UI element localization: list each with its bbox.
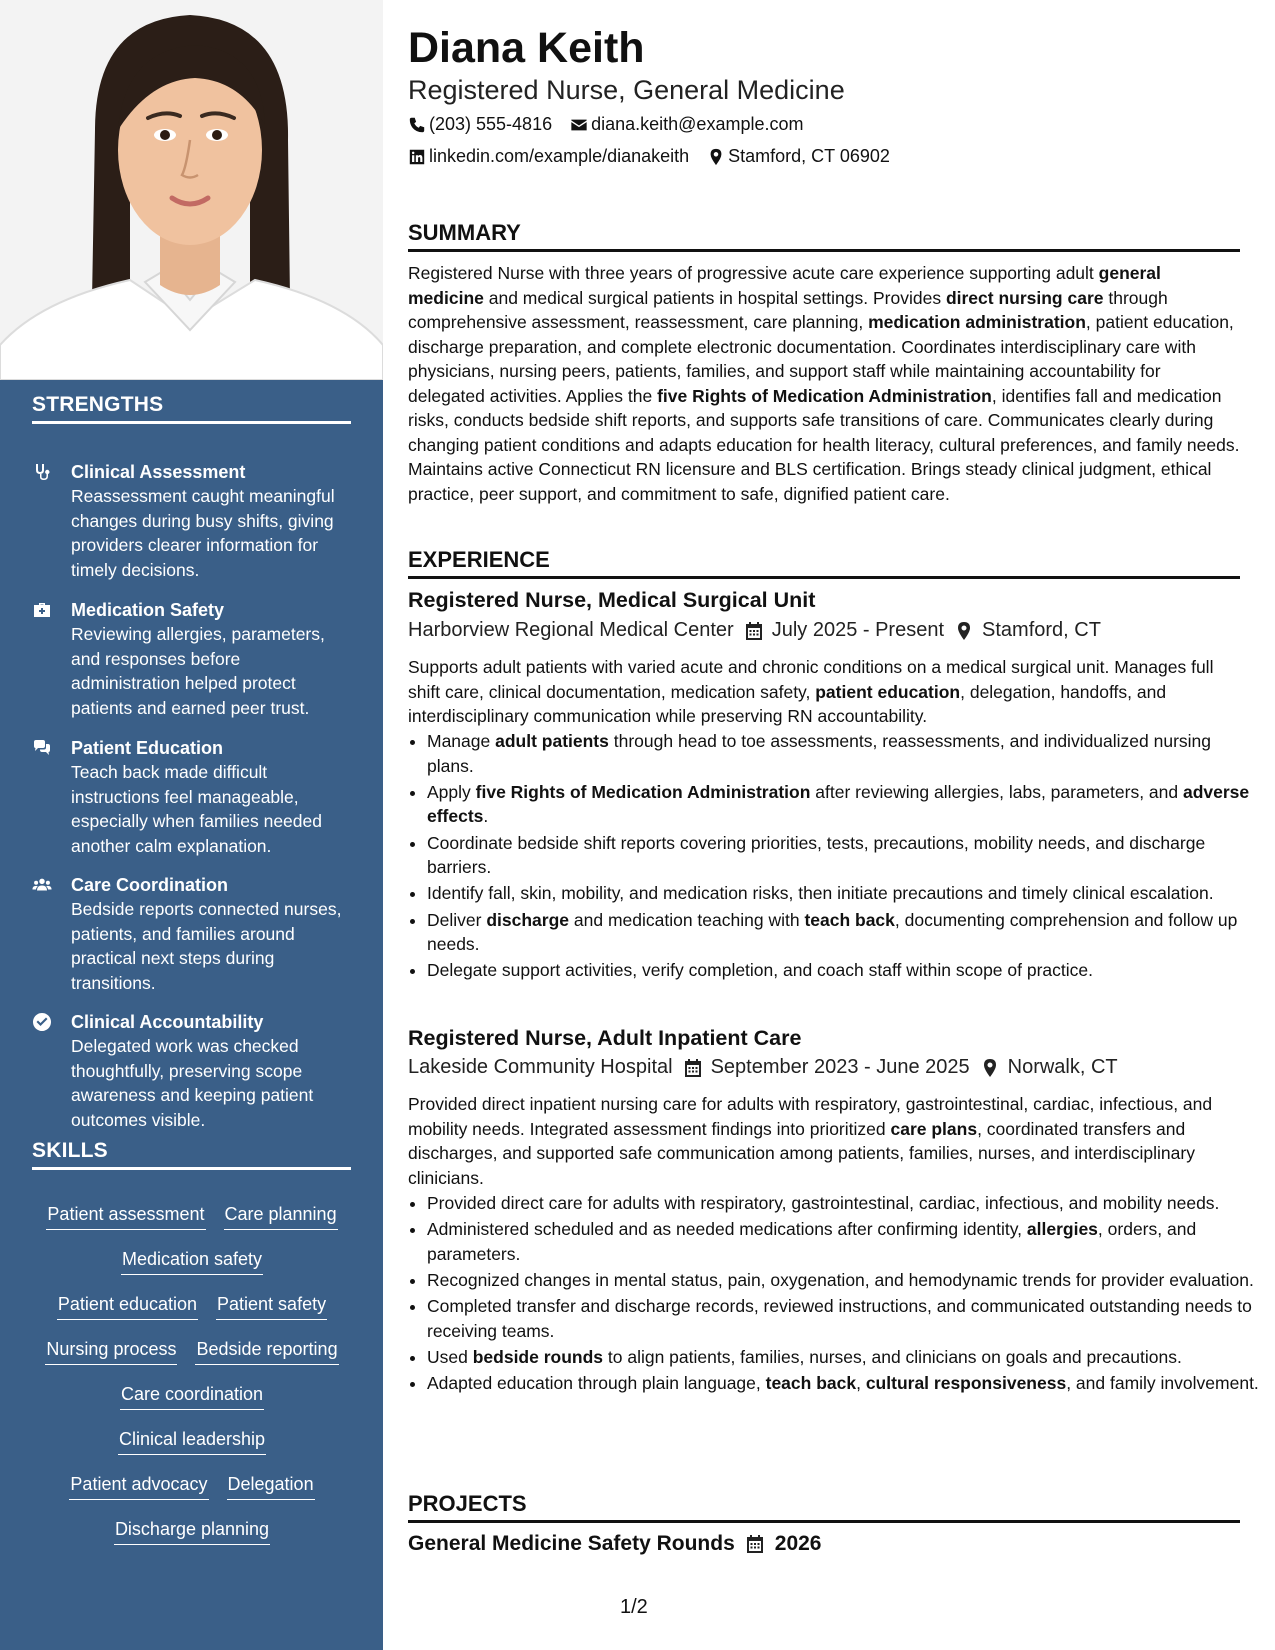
bullet-item: • Adapted education through plain language, teach back, cultural responsiveness, and family involvement. bbox=[427, 1371, 1259, 1396]
bullet-item: • Administered scheduled and as needed medications after confirming identity, allergies, orders, and parameters. bbox=[427, 1217, 1259, 1266]
bullet-item: • Completed transfer and discharge records, reviewed instructions, and communicated outstanding needs to receiving teams. bbox=[427, 1294, 1259, 1343]
skill-tag: Nursing process bbox=[45, 1338, 177, 1365]
skill-tag: Clinical leadership bbox=[118, 1428, 266, 1455]
job-meta bbox=[408, 1056, 1118, 1079]
calendar-icon bbox=[745, 1534, 765, 1554]
bullet-item: • Deliver discharge and medication teaching with teach back, documenting comprehension and follow up needs. bbox=[427, 908, 1259, 957]
bullet-item: • Delegate support activities, verify completion, and coach staff within scope of practice. bbox=[427, 958, 1259, 983]
job-title: Registered Nurse, Adult Inpatient Care bbox=[408, 1026, 802, 1050]
strength-description: Reassessment caught meaningful changes during busy shifts, giving providers clearer information for timely decisions. bbox=[71, 486, 335, 580]
skill-tag: Delegation bbox=[227, 1473, 315, 1500]
bullet-item: • Apply five Rights of Medication Administration after reviewing allergies, labs, parameters, and adverse effects. bbox=[427, 780, 1259, 829]
strength-title: Clinical Accountability bbox=[71, 1012, 264, 1032]
skill-tag: Bedside reporting bbox=[195, 1338, 338, 1365]
medical-kit-icon bbox=[32, 600, 54, 622]
job-bullets bbox=[408, 729, 1259, 985]
contact-linkedin[interactable]: linkedin.com/example/dianakeith bbox=[408, 146, 689, 167]
map-pin-icon bbox=[980, 1058, 1000, 1078]
skill-tag: Patient safety bbox=[216, 1293, 327, 1320]
page-number: 1/2 bbox=[620, 1596, 648, 1618]
job-description: Supports adult patients with varied acute and chronic conditions on a medical surgical unit. Manages full shift care, clinical documentation, medication safety, patient education, delegation, handoffs, and interdisciplinary communication while preserving RN accountability. bbox=[408, 657, 1214, 726]
projects-heading: PROJECTS bbox=[408, 1491, 1240, 1523]
strength-description: Reviewing allergies, parameters, and responses before administration helped protect patients and earned peer trust. bbox=[71, 624, 325, 718]
summary-text: Registered Nurse with three years of progressive acute care experience supporting adult general medicine and medical surgical patients in hospital settings. Provides direct nursing care through comprehensive assessment, reassessment, care planning, medication administration, patient education, discharge preparation, and complete electronic documentation. Coordinates interdisciplinary care with physicians, nursing peers, patients, families, and support staff while maintaining accountability for delegated activities. Applies the five Rights of Medication Administration, identifies fall and medication risks, conducts bedside shift reports, and supports safe transitions of care. Communicates clearly during changing patient conditions and adapts education for health literacy, cultural preferences, and family needs. Maintains active Connecticut RN licensure and BLS certification. Brings steady clinical judgment, ethical practice, peer support, and commitment to safe, dignified patient care. bbox=[408, 263, 1240, 504]
profile-photo bbox=[0, 0, 383, 380]
contact-location: Stamford, CT 06902 bbox=[707, 146, 890, 167]
job-location: Norwalk, CT bbox=[1007, 1056, 1118, 1078]
strength-description: Delegated work was checked thoughtfully, preserving scope awareness and keeping patient outcomes visible. bbox=[71, 1036, 314, 1130]
job-dates: September 2023 - June 2025 bbox=[710, 1056, 970, 1078]
strength-description: Teach back made difficult instructions feel manageable, especially when families needed another calm explanation. bbox=[71, 762, 322, 856]
phone-icon bbox=[408, 116, 426, 134]
bullet-item: • Coordinate bedside shift reports covering priorities, tests, precautions, mobility needs, and discharge barriers. bbox=[427, 831, 1259, 880]
skill-tag: Discharge planning bbox=[114, 1518, 270, 1545]
skill-tag: Care planning bbox=[224, 1203, 338, 1230]
strength-title: Clinical Assessment bbox=[71, 462, 246, 482]
strength-item bbox=[32, 1010, 352, 1132]
project-item bbox=[408, 1532, 821, 1556]
strength-title: Care Coordination bbox=[71, 875, 229, 895]
strength-title: Patient Education bbox=[71, 738, 224, 758]
calendar-icon bbox=[683, 1058, 703, 1078]
job-employer: Harborview Regional Medical Center bbox=[408, 619, 734, 641]
map-pin-icon bbox=[954, 621, 974, 641]
strength-item bbox=[32, 598, 352, 720]
job-dates: July 2025 - Present bbox=[771, 619, 945, 641]
strength-title: Medication Safety bbox=[71, 600, 225, 620]
summary-heading: SUMMARY bbox=[408, 220, 1240, 252]
strength-item bbox=[32, 736, 352, 858]
skill-tag: Medication safety bbox=[121, 1248, 263, 1275]
calendar-icon bbox=[744, 621, 764, 641]
job-meta bbox=[408, 619, 1101, 642]
skill-tag: Patient assessment bbox=[46, 1203, 205, 1230]
bullet-item: • Provided direct care for adults with respiratory, gastrointestinal, cardiac, infectious, and mobility needs. bbox=[427, 1191, 1259, 1216]
bullet-item: • Used bedside rounds to align patients, families, nurses, and clinicians on goals and precautions. bbox=[427, 1345, 1259, 1370]
job-location: Stamford, CT bbox=[982, 619, 1101, 641]
job-title: Registered Nurse, Medical Surgical Unit bbox=[408, 588, 816, 612]
skill-tag: Patient advocacy bbox=[69, 1473, 208, 1500]
bullet-item: • Recognized changes in mental status, pain, oxygenation, and hemodynamic trends for provider evaluation. bbox=[427, 1268, 1259, 1293]
contact-row bbox=[408, 114, 803, 135]
stethoscope-icon bbox=[32, 462, 54, 484]
job-description: Provided direct inpatient nursing care for adults with respiratory, gastrointestinal, cardiac, infectious, and mobility needs. Integrated assessment findings into prioritized care plans, coordinated transfers and discharges, and supported safe communication among patients, families, nurses, and interdisciplinary clinicians. bbox=[408, 1094, 1213, 1188]
candidate-role: Registered Nurse, General Medicine bbox=[408, 75, 845, 105]
contact-row bbox=[408, 146, 890, 167]
strength-item bbox=[32, 873, 352, 995]
strengths-heading: STRENGTHS bbox=[32, 393, 351, 424]
project-year: 2026 bbox=[774, 1532, 822, 1555]
strength-description: Bedside reports connected nurses, patients, and families around practical next steps during transitions. bbox=[71, 899, 342, 993]
skills-list bbox=[32, 1203, 352, 1563]
check-circle-icon bbox=[32, 1012, 54, 1034]
chat-bubbles-icon bbox=[32, 738, 54, 760]
contact-email[interactable]: diana.keith@example.com bbox=[570, 114, 803, 135]
candidate-name: Diana Keith bbox=[408, 24, 645, 72]
envelope-icon bbox=[570, 116, 588, 134]
job-bullets bbox=[408, 1191, 1259, 1398]
skill-tag: Care coordination bbox=[120, 1383, 264, 1410]
project-title: General Medicine Safety Rounds bbox=[408, 1532, 735, 1555]
strength-item bbox=[32, 460, 352, 582]
skills-heading: SKILLS bbox=[32, 1139, 351, 1170]
sidebar bbox=[0, 0, 383, 1650]
linkedin-icon bbox=[408, 148, 426, 166]
contact-phone[interactable]: (203) 555-4816 bbox=[408, 114, 552, 135]
experience-heading: EXPERIENCE bbox=[408, 547, 1240, 579]
people-group-icon bbox=[32, 875, 54, 897]
bullet-item: • Identify fall, skin, mobility, and medication risks, then initiate precautions and timely clinical escalation. bbox=[427, 881, 1259, 906]
skill-tag: Patient education bbox=[57, 1293, 198, 1320]
job-employer: Lakeside Community Hospital bbox=[408, 1056, 673, 1078]
bullet-item: • Manage adult patients through head to toe assessments, reassessments, and individualized nursing plans. bbox=[427, 729, 1259, 778]
map-pin-icon bbox=[707, 148, 725, 166]
